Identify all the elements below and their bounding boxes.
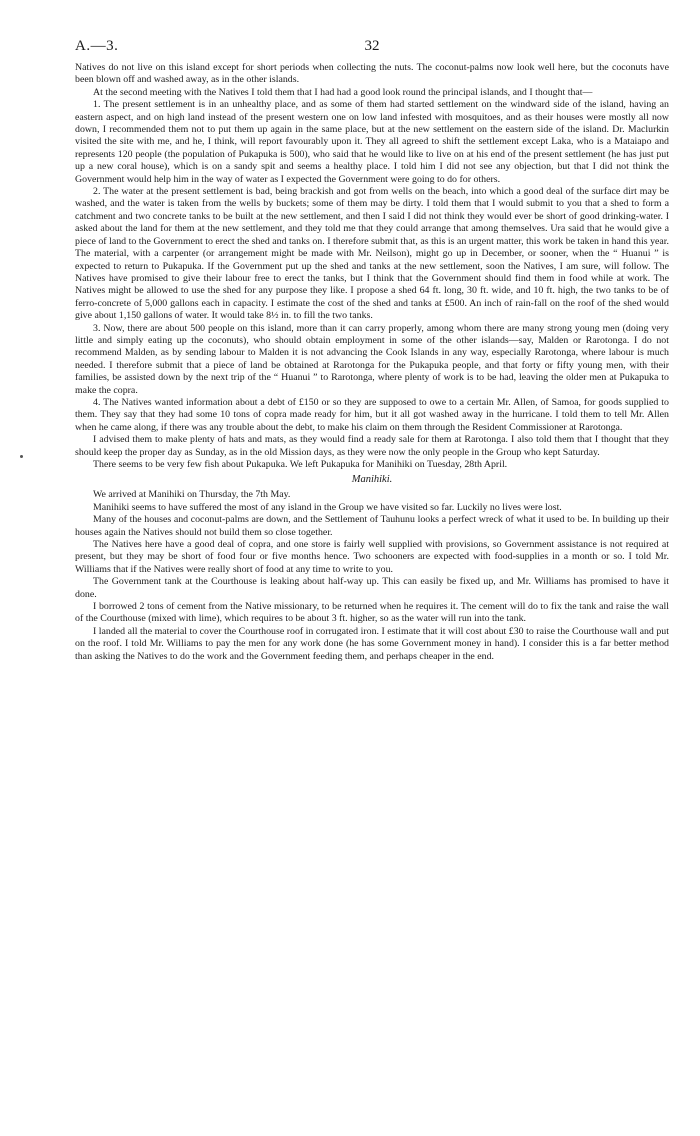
document-page (75, 38, 669, 663)
document-body (75, 62, 669, 663)
paragraph: We arrived at Manihiki on Thursday, the 7th May. (93, 489, 291, 501)
section-heading-manihiki: Manihiki. (351, 474, 393, 486)
paragraph: The Natives here have a good deal of copra, and one store is fairly well supplied with provisions, so Government assistance is not required at present, but they may be short of food four or five months hence. Two schooners are expected with food-supplies in a month or so. I told Mr. Williams that if the Natives were really short of food at any time to write to you. (75, 539, 669, 575)
paragraph: There seems to be very few fish about Pukapuka. We left Pukapuka for Manihiki on Tuesday, 28th April. (93, 459, 508, 470)
paragraph: 2. The water at the present settlement is bad, being brackish and got from wells on the beach, into which a good deal of the surface dirt may be washed, and the water is taken from the wells by buckets; some of them may be dirty. I told them that I would submit to you that a shed to form a catchment and two concrete tanks to be built at the new settlement, and then I said I did not think they would ever be short of good drinking-water. I asked about the land for them at the new settlement, and they told me that they could arrange that among themselves. Ura said that he would give a piece of land to the Government to erect the shed and tanks on. I therefore submit that, as this is an urgent matter, this work be taken in hand this year. The material, with a carpenter (or arrangement might be made with Mr. Neilson), might go up in December, or sooner, when the “ Huanui ” is expected to return to Pukapuka. If the Government put up the shed and tanks at the new settlement, soon the Natives, I am sure, will follow. The Natives have promised to give their labour free to erect the tanks, but I think that the Government should find them in food while at work. The Natives might be allowed to use the shed for any purpose they like. I propose a shed 64 ft. long, 30 ft. wide, and 10 ft. high, the two tanks to be of ferro-concrete of 5,000 gallons each in capacity. I estimate the cost of the shed and tanks at £500. An inch of rain-fall on the roof of the shed would give about 1,150 gallons of water. It would take 8½ in. to fill the two tanks. (75, 186, 669, 322)
report-section-manihiki (75, 489, 669, 663)
paragraph: The Government tank at the Courthouse is leaking about half-way up. This can easily be fixed up, and Mr. Williams has promised to have it done. (75, 576, 669, 600)
paragraph: Manihiki seems to have suffered the most of any island in the Group we have visited so far. Luckily no lives were lost. (93, 501, 562, 513)
paragraph: At the second meeting with the Natives I told them that I had had a good look round the principal islands, and I thought that— (93, 86, 593, 98)
margin-mark (20, 455, 23, 458)
running-head (75, 38, 669, 62)
paragraph: 1. The present settlement is in an unhealthy place, and as some of them had started settlement on the windward side of the island, having an eastern aspect, and on high land instead of the present western one on low land infested with mosquitoes, and as their houses were mostly all now down, I recommended them not to put them up again in the same place, but at the new settlement on the eastern side of the island. Dr. Maclurkin visited the site with me, and he, I think, will report favourably upon it. They all agreed to shift the settlement except Laka, who is a Mataiapo and represents 120 people (the population of Pukapuka is 500), who said that he would like to live on at his end of the present settlement (he has just put up a new coral house), which is on a sandy spit and seems a healthy place. I told him I did not see any objection, but that I did not think the Government would help him in the way of water as I expected the Government were going to do for others. (75, 99, 669, 185)
paragraph: I borrowed 2 tons of cement from the Native missionary, to be returned when he requires it. The cement will do to fix the tank and raise the wall of the Courthouse (mixed with lime), which requires to be about 3 ft. higher, so as the water will run into the tank. (75, 601, 669, 625)
paragraph: Natives do not live on this island except for short periods when collecting the nuts. The coconut-palms now look well here, but the coconuts have been blown off and washed away, as in the other islands. (75, 62, 669, 86)
paragraph: 3. Now, there are about 500 people on this island, more than it can carry properly, among whom there are many strong young men (doing very little and simply eating up the coconuts), who should obtain employment in some of the other islands—say, Malden or Rarotonga. I do not recommend Malden, as by sending labour to Malden it is not advancing the Cook Islands in any way, especially Rarotonga, where labour is much needed. I therefore submit that a piece of land be obtained at Rarotonga for the Pukapuka people, and that forty or fifty young men, with their families, be assisted down by the next trip of the “ Huanui ” to Rarotonga, where plenty of work is to be had, leaving the older men at Pukapuka to make the copra. (75, 322, 669, 396)
paragraph: I advised them to make plenty of hats and mats, as they would find a ready sale for them at Rarotonga. I also told them that I thought that they should keep the proper day as Sunday, as in the old Mission days, as they were now the only people in the Group who kept Saturday. (75, 434, 669, 458)
paragraph: I landed all the material to cover the Courthouse roof in corrugated iron. I estimate that it will cost about £30 to raise the Courthouse wall and put on the roof. I told Mr. Williams to pay the men for any work done (he has some Government money in hand). I consider this is a far better method than asking the Natives to do the work and the Government feeding them, and perhaps cheaper in the end. (75, 625, 669, 662)
paragraph: Many of the houses and coconut-palms are down, and the Settlement of Tauhunu looks a perfect wreck of what it used to be. In building up their houses again the Natives should not build them so close together. (75, 514, 669, 538)
paragraph: 4. The Natives wanted information about a debt of £150 or so they are supposed to owe to a certain Mr. Allen, of Samoa, for goods supplied to them. They say that they had some 10 tons of copra made ready for him, but it all got washed away in the hurricane. I told them to tell Mr. Allen when he came along, if there was any trouble about the debt, to make his claim on them through the Resident Commissioner at Rarotonga. (75, 396, 669, 433)
page-number: 32 (364, 38, 380, 54)
report-section-pukapuka (75, 62, 669, 471)
document-reference: A.—3. (75, 38, 119, 54)
